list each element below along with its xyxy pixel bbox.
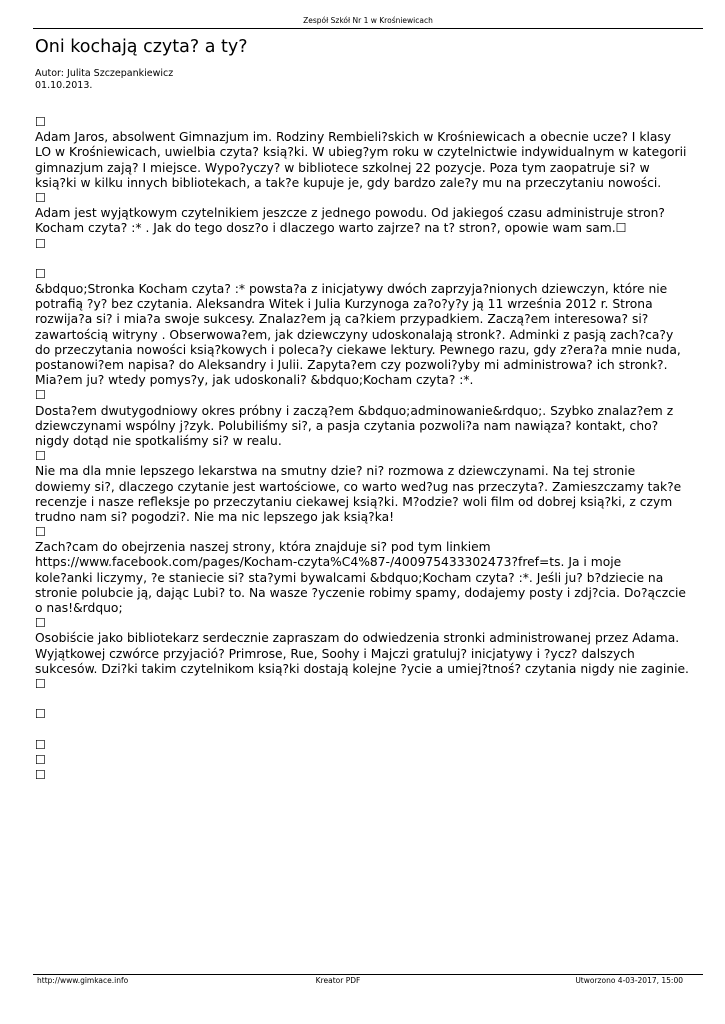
- article-line: &bdquo;Stronka Kocham czyta? :* powsta?a z inicjatywy dwóch zaprzyja?nionych dziewczyn, które nie: [35, 282, 668, 297]
- article-line: trudno nam si? pogodzi?. Nie ma nic lepszego jak ksią?ka!: [35, 509, 395, 524]
- article-line: ☐: [35, 676, 47, 691]
- article-line: ☐: [35, 752, 47, 767]
- footer-url: http://www.gimkace.info: [37, 976, 129, 985]
- article-line: Adam Jaros, absolwent Gimnazjum im. Rodziny Rembieli?skich w Krośniewicach a obecnie ucze? I klasy: [35, 130, 672, 145]
- article-title: Oni kochają czyta? a ty?: [35, 37, 248, 57]
- article-line: kole?anki liczymy, ?e staniecie si? sta?ymi bywalcami &bdquo;Kocham czyta? :*. Jeśli ju? b?dziecie na: [35, 570, 664, 585]
- page-header: Zespół Szkół Nr 1 w Krośniewicach: [303, 16, 433, 25]
- footer-divider: [33, 974, 703, 975]
- article-line: nigdy dotąd nie spotkaliśmy si? w realu.: [35, 433, 282, 448]
- article-line: ☐: [35, 616, 47, 631]
- article-line: ☐: [35, 737, 47, 752]
- header-divider: [33, 28, 703, 29]
- article-line: dowiemy si?, dlaczego czytanie jest wartościowe, co warto wed?ug nas przeczyta?. Zamieszczamy tak?e: [35, 479, 682, 494]
- article-line: o nas!&rdquo;: [35, 601, 123, 615]
- article-line: do przeczytania nowości ksią?kowych i poleca?y ciekawe lektury. Pewnego razu, gdy z?era?a mnie nuda,: [35, 342, 681, 357]
- footer-generator: Kreator PDF: [315, 976, 361, 985]
- article-line: Wyjątkowej czwórce przyjació? Primrose, Rue, Soohy i Majczi gratuluj? inicjatywy i ?ycz? dalszych: [35, 646, 635, 661]
- article-line: ☐: [35, 388, 47, 403]
- footer-created: Utworzono 4-03-2017, 15:00: [575, 976, 683, 985]
- article-line: gimnazjum zają? I miejsce. Wypo?yczy? w bibliotece szkolnej 22 pozycje. Poza tym zaopatruje si? w: [35, 160, 650, 175]
- article-line: [35, 252, 705, 267]
- article-line: ☐: [35, 449, 47, 464]
- article-line: Zach?cam do obejrzenia naszej strony, która znajduje si? pod tym linkiem: [35, 540, 491, 555]
- article-line: Adam jest wyjątkowym czytelnikiem jeszcze z jednego powodu. Od jakiegoś czasu administruje stron?: [35, 206, 665, 221]
- article-line: Dosta?em dwutygodniowy okres próbny i zaczą?em &bdquo;adminowanie&rdquo;. Szybko znalaz?em z: [35, 403, 674, 418]
- article-line: ☐: [35, 768, 47, 783]
- article-line: https://www.facebook.com/pages/Kocham-czyta%C4%87-/400975433302473?fref=ts. Ja i moje: [35, 555, 622, 570]
- article-line: ksią?ki w kilku innych bibliotekach, a tak?e kupuje je, gdy bardzo zale?y mu na przeczytaniu nowości.: [35, 175, 662, 190]
- article-line: Mia?em ju? wtedy pomys?y, jak udoskonali? &bdquo;Kocham czyta? :*.: [35, 373, 474, 388]
- article-line: [35, 692, 705, 707]
- article-line: Kocham czyta? :* . Jak do tego dosz?o i dlaczego warto zajrze? na t? stron?, opowie wam sam.☐: [35, 221, 627, 236]
- article-line: [35, 723, 705, 738]
- article-body: [35, 115, 705, 783]
- article-line: ☐: [35, 115, 47, 129]
- article-line: LO w Krośniewicach, uwielbia czyta? ksią?ki. W ubieg?ym roku w czytelnictwie indywidualnym w kategorii: [35, 145, 687, 160]
- article-line: ☐: [35, 266, 47, 281]
- page-footer: [33, 976, 703, 988]
- article-line: Nie ma dla mnie lepszego lekarstwa na smutny dzie? ni? rozmowa z dziewczynami. Na tej stronie: [35, 464, 636, 479]
- article-line: ☐: [35, 525, 47, 540]
- date-line: 01.10.2013.: [35, 79, 93, 91]
- article-line: Osobiście jako bibliotekarz serdecznie zapraszam do odwiedzenia stronki administrowanej przez Adama.: [35, 631, 680, 646]
- article-line: postanowi?em napisa? do Aleksandry i Julii. Zapyta?em czy pozwoli?yby mi administrowa? ich stronk?.: [35, 358, 668, 372]
- article-line: potrafią ?y? bez czytania. Aleksandra Witek i Julia Kurzynoga za?o?y?y ją 11 września 2012 r. Strona: [35, 297, 653, 312]
- article-line: recenzje i nasze refleksje po przeczytaniu ciekawej ksią?ki. M?odzie? woli film od dobrej ksią?ki, z czym: [35, 494, 673, 509]
- author-line: Autor: Julita Szczepankiewicz: [35, 68, 174, 79]
- article-line: stronie polubcie ją, dając Lubi? to. Na wasze ?yczenie robimy spamy, dodajemy posty i zdj?cia. Do?ączcie: [35, 585, 686, 600]
- article-line: sukcesów. Dzi?ki takim czytelnikom ksią?ki dostają kolejne ?ycie a umiej?tnoś? czytania nigdy nie zaginie.: [35, 661, 689, 676]
- article-line: ☐: [35, 707, 47, 722]
- article-line: zawartością witryny . Obserwowa?em, jak dziewczyny udoskonalają stronk?. Adminki z pasją zach?ca?y: [35, 327, 674, 342]
- article-line: ☐: [35, 190, 47, 205]
- article-meta: [35, 68, 173, 91]
- article-line: dziewczynami wspólny j?zyk. Polubiliśmy si?, a pasja czytania pozwoli?a nam nawiąza? kontakt, cho?: [35, 418, 659, 433]
- article-line: rozwija?a si? i mia?a swoje sukcesy. Znalaz?em ją ca?kiem przypadkiem. Zaczą?em interesowa? si?: [35, 312, 649, 327]
- article-line: ☐: [35, 236, 47, 251]
